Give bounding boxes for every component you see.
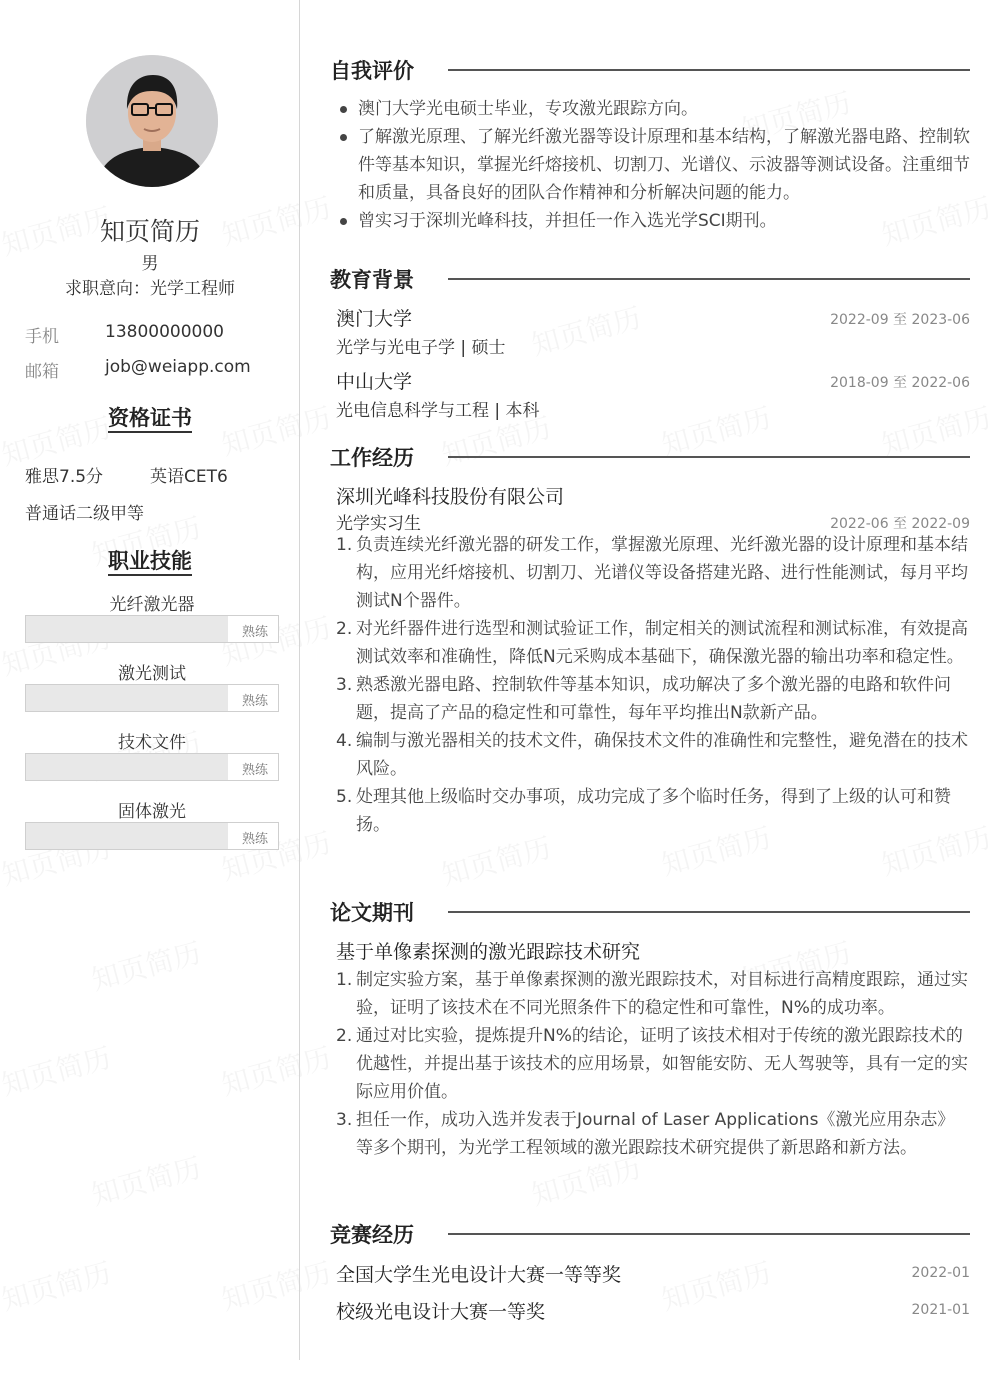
skill-bar <box>25 684 279 712</box>
skill-level: 熟练 <box>241 625 268 640</box>
work-duties-list <box>336 531 970 839</box>
job-role: 光学实习生 <box>336 514 421 534</box>
email-label: 邮箱 <box>25 362 59 382</box>
work-title: 工作经历 <box>330 442 970 472</box>
list-item: 2. 通过对比实验，提炼提升N%的结论，证明了该技术相对于传统的激光跟踪技术的优越性，并提出基于该技术的应用场景，如智能安防、无人驾驶等，具有一定的实际应用价值。 <box>336 1026 968 1102</box>
paper-title: 基于单像素探测的激光跟踪技术研究 <box>336 941 641 963</box>
phone-value: 13800000000 <box>105 322 224 342</box>
skill-level: 熟练 <box>241 763 268 778</box>
list-item: 3. 熟悉激光器电路、控制软件等基本知识，成功解决了多个激光器的电路和软件问题，提高了产品的稳定性和可靠性，每年平均推出N款新产品。 <box>336 675 951 723</box>
skill-name: 技术文件 <box>118 733 186 753</box>
papers-title: 论文期刊 <box>330 897 970 927</box>
competition-date: 2021-01 <box>911 1302 970 1318</box>
school-name: 澳门大学 <box>336 308 413 330</box>
education-title: 教育背景 <box>330 264 970 294</box>
skill-level: 熟练 <box>241 694 268 709</box>
list-item: 1. 负责连续光纤激光器的研发工作，掌握激光原理、光纤激光器的设计原理和基本结构，应用光纤熔接机、切割刀、光谱仪等设备搭建光路、进行性能测试，每月平均测试N个器件。 <box>336 535 968 611</box>
list-item: 2. 对光纤器件进行选型和测试验证工作，制定相关的测试流程和测试标准，有效提高测试效率和准确性，降低N元采购成本基础下，确保激光器的输出功率和稳定性。 <box>336 619 968 667</box>
work-date: 2022-06 至 2022-09 <box>830 516 970 532</box>
skill-bar-fill <box>26 823 228 849</box>
candidate-name: 知页简历 <box>99 217 200 246</box>
skill-bar <box>25 753 279 781</box>
skill-name: 激光测试 <box>118 664 186 684</box>
certificates-title: 资格证书 <box>0 402 300 432</box>
paper-details-list <box>336 966 970 1162</box>
list-item: 1. 制定实验方案，基于单像素探测的激光跟踪技术，对目标进行高精度跟踪，通过实验，证明了该技术在不同光照条件下的稳定性和可靠性，N%的成功率。 <box>336 970 968 1018</box>
skill-bar <box>25 822 279 850</box>
skill-bar-fill <box>26 616 228 642</box>
skill-name: 光纤激光器 <box>109 595 195 615</box>
watermark <box>527 296 646 364</box>
school-major: 光电信息科学与工程 | 本科 <box>336 401 540 421</box>
skill-bar <box>25 615 279 643</box>
certificate-item: 普通话二级甲等 <box>25 504 144 524</box>
list-item: 4. 编制与激光器相关的技术文件，确保技术文件的准确性和完整性，避免潜在的技术风险。 <box>336 731 968 779</box>
watermark <box>657 1251 776 1319</box>
avatar-photo-icon <box>86 55 218 187</box>
education-date: 2022-09 至 2023-06 <box>830 312 970 328</box>
skill-level: 熟练 <box>241 832 268 847</box>
job-intent: 求职意向：光学工程师 <box>65 279 235 299</box>
candidate-gender: 男 <box>141 254 159 274</box>
list-item: 澳门大学光电硕士毕业，专攻激光跟踪方向。 <box>336 95 970 123</box>
left-sidebar <box>0 0 300 1360</box>
self-eval-list <box>336 95 970 235</box>
self-eval-title: 自我评价 <box>330 55 970 85</box>
list-item: 曾实习于深圳光峰科技，并担任一作入选光学SCI期刊。 <box>336 207 970 235</box>
certificate-item: 雅思7.5分 <box>25 467 104 487</box>
company-name: 深圳光峰科技股份有限公司 <box>336 486 565 508</box>
competitions-title: 竞赛经历 <box>330 1219 970 1249</box>
skill-name: 固体激光 <box>118 802 186 822</box>
competition-name: 全国大学生光电设计大赛一等等奖 <box>336 1264 622 1286</box>
skill-bar-fill <box>26 754 228 780</box>
list-item: 5. 处理其他上级临时交办事项，成功完成了多个临时任务，得到了上级的认可和赞扬。 <box>336 787 951 835</box>
school-major: 光学与光电子学 | 硕士 <box>336 338 506 358</box>
phone-label: 手机 <box>25 327 59 347</box>
education-date: 2018-09 至 2022-06 <box>830 375 970 391</box>
email-value: job@weiapp.com <box>105 357 251 377</box>
avatar <box>86 55 218 187</box>
list-item: 3. 担任一作，成功入选并发表于Journal of Laser Applications《激光应用杂志》等多个期刊，为光学工程领域的激光跟踪技术研究提供了新思路和新方法。 <box>336 1110 955 1158</box>
competition-date: 2022-01 <box>911 1265 970 1281</box>
skill-bar-fill <box>26 685 228 711</box>
list-item: 了解激光原理、了解光纤激光器等设计原理和基本结构，了解激光器电路、控制软件等基本知识，掌握光纤熔接机、切割刀、光谱仪、示波器等测试设备。注重细节和质量，具备良好的团队合作精神和分析解决问题的能力。 <box>336 123 970 207</box>
skills-title: 职业技能 <box>0 545 300 575</box>
school-name: 中山大学 <box>336 371 413 393</box>
competition-name: 校级光电设计大赛一等奖 <box>336 1301 546 1323</box>
certificate-item: 英语CET6 <box>150 467 228 487</box>
